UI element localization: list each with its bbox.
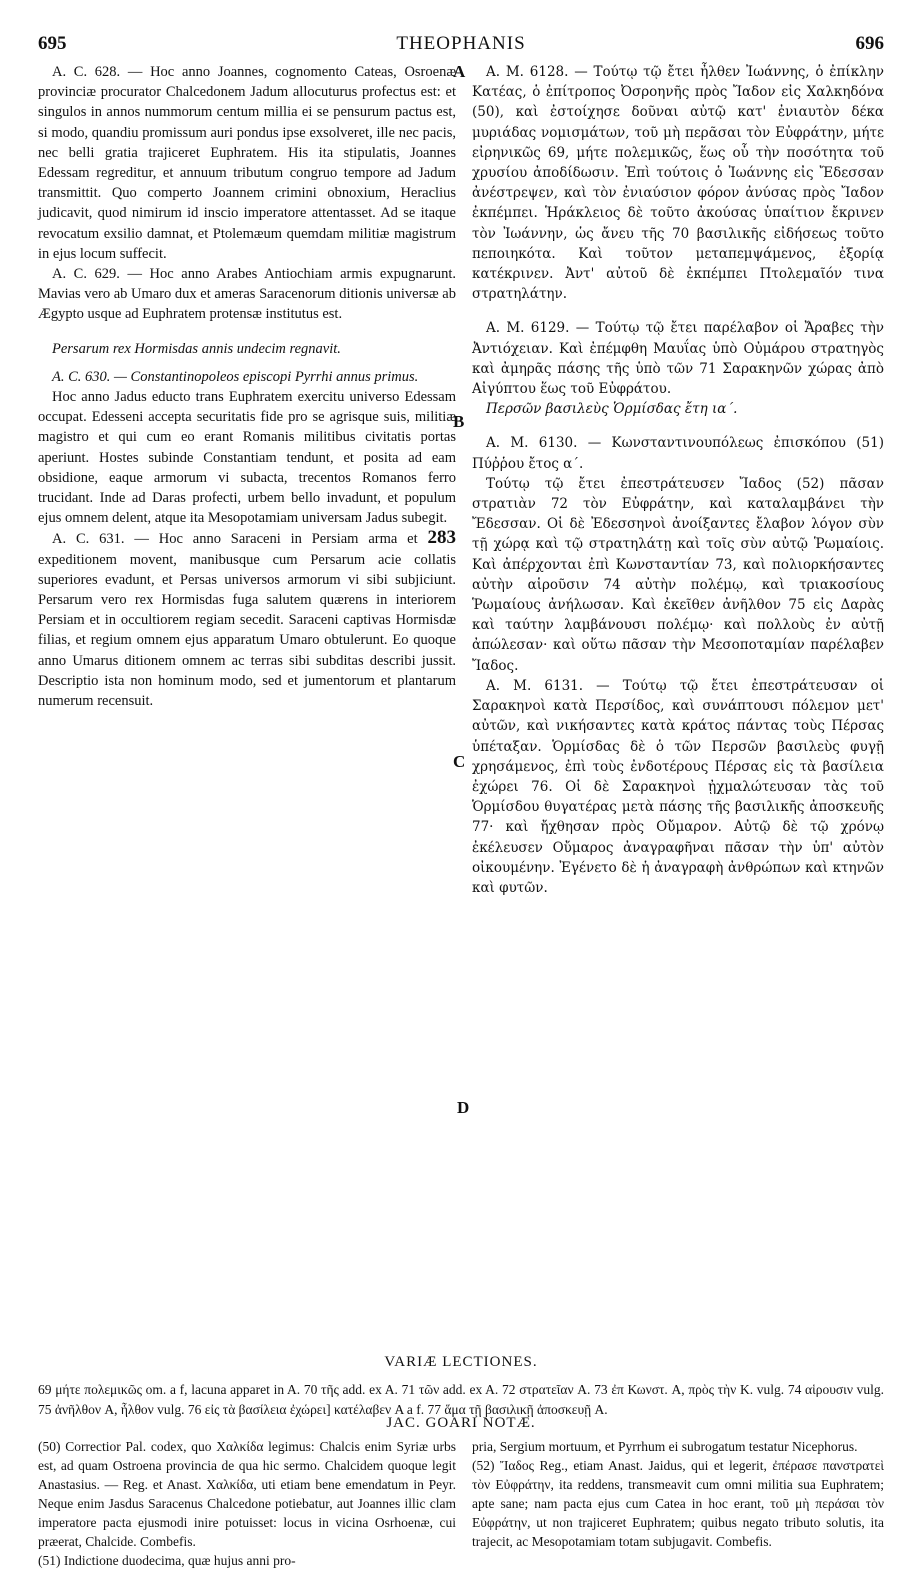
margin-letter-b: B <box>453 412 465 431</box>
notes-right-column <box>472 1437 884 1551</box>
notes-title: JAC. GOARI NOTÆ. <box>386 1415 536 1431</box>
latin-paragraph-631 <box>38 528 456 711</box>
greek-regnal-note: Περσῶν βασιλεὺς Ὁρμίσδας ἔτη ια΄. <box>486 401 738 418</box>
latin-paragraph-629: A. C. 629. — Hoc anno Arabes Antiochiam armis expugnarunt. Mavias vero ab Umaro dux et ameras Saracenorum ditionis universæ ab Ægypto usque ad Euphratem protensæ institutus est. <box>38 266 456 323</box>
note-52: (52) Ἴαδος Reg., etiam Anast. Jaidus, qui et legerit, ἐπέρασε πανστρατεὶ τὸν Εὐφράτην, ita reddens, transmeavit cum omni militia sua Euphratem; apte sane; nam pacta ejus cum Catea in hoc erant, τοῦ μὴ περάσαι τὸν Εὐφράτην, ut non trajiceret Euphratem; quibus negato tributo solutis, ita trajecit, ac Mesopotamiam totam subjugavit. Combefis. <box>472 1458 884 1549</box>
latin-regnal-note: Persarum rex Hormisdas annis undecim regnavit. <box>52 340 341 357</box>
page-number-left: 695 <box>38 33 67 54</box>
greek-paragraph-6128: A. M. 6128. — Τούτῳ τῷ ἔτει ἦλθεν Ἰωάννης, ὁ ἐπίκλην Κατέας, ὁ ἐπίτροπος Ὀσροηνῆς πρὸς Ἴαδον εἰς Χαλκηδόνα (50), καὶ ἐστοίχησε δοῦναι αὐτῷ κατ' ἐνιαυτὸν δέκα μυριάδας νομισμάτων, τοῦ μὴ περᾶσαι τὸν Εὐφράτην, μήτε εἰρηνικῶς 69, μήτε πολεμικῶς, ἕως οὗ τὴν ποσότητα τοῦ χρυσίου ἀποδίδωσιν. Ἐπὶ τούτοις ὁ Ἰωάννης εἰς Ἔδεσσαν ἀνέστρεψεν, καὶ τὸν ἐνιαύσιον φόρον ἀνύσας πρὸς Ἴαδον ἐκπέμπει. Ἡράκλειος δὲ τοῦτο ἀκούσας ὑπαίτιον ἔκρινεν τὸν Ἰωάννην, ὡς ἄνευ τῆς 70 βασιλικῆς εἰδήσεως τοῦτο πεποιηκότα. Καὶ τοῦτον μεταπεμψάμενος, ἐξορίᾳ κατέκρινεν. Ἀντ' αὐτοῦ δὲ ἐκπέμπει Πτολεμαῖόν τινα στρατηλάτην. <box>472 64 884 303</box>
latin-paragraph-630: Hoc anno Jadus educto trans Euphratem exercitu universo Edessam occupat. Edesseni accepta securitatis fide pro se agrisque suis, militiæ magistro et qui cum eo erant Romanis militibus civitatis portas aperiunt. Hostes subinde Constantiam tendunt, et posita ad eam obsidione, eaque armorum vi subacta, trecentos Romanos ferro trucidant. Inde ad Daras profecti, urbem bello invadunt, et populum ejus omnem delent, atque ita Mesopotamiam universam Jadus subegit. <box>38 389 456 527</box>
latin-paragraph-628: A. C. 628. — Hoc anno Joannes, cognomento Cateas, Osroenæ provinciæ procurator Chalcedonem Jadum allocuturus profectus est: et singulos in annos nummorum centum millia ei se pensurum pactus est, si modo, quandiu promissum auri pondus ipse exsolveret, ille nec pacis, nec belli gratia trajiceret Euphratem. His ita stipulatis, Joannes Edessam regreditur, et annuum tributum congruo tempore ad Jadum transmittit. Quo comperto Joannem crimini obnoxium, Heraclius judicavit, quod nimirum id inscio imperatore attentasset. Ad se itaque revocatum exsilio damnat, et Ptolemæum quemdam militiæ magistrum in ejus locum suffecit. <box>38 64 456 262</box>
latin-paragraph-631-start: A. C. 631. — Hoc anno Saraceni in Persiam arma et <box>52 531 418 548</box>
latin-column <box>38 62 456 711</box>
variae-lectiones-title: VARIÆ LECTIONES. <box>384 1354 538 1370</box>
margin-letter-a: A <box>453 62 466 81</box>
edition-page-number: 283 <box>427 527 457 549</box>
variae-lectiones-text: 69 μήτε πολεμικῶς om. a f, lacuna apparet in A. 70 τῆς add. ex A. 71 τῶν add. ex A. 72 στρατεῖαν A. 73 ἐπ Κωνστ. A, πρὸς τὴν K. vulg. 74 αἱρουσιν vulg. 75 ἀνῆλθον A, ἦλθον vulg. 76 εἰς τὰ βασίλεια ἐχώρει] κατέλαβεν A a f. 77 ἅμα τῇ βασιλικῇ ἀποσκευῇ A. <box>38 1382 884 1417</box>
latin-paragraph-630-heading: A. C. 630. — Constantinopoleos episcopi Pyrrhi annus primus. <box>52 368 419 385</box>
greek-paragraph-6129: A. M. 6129. — Τούτῳ τῷ ἔτει παρέλαβον οἱ Ἄραβες τὴν Ἀντιόχειαν. Καὶ ἐπέμφθη Μαυΐας ὑπὸ Οὐμάρου στρατηγὸς καὶ ἀμηρᾶς πάσης τῆς ὑπὸ τῶν 71 Σαρακηνῶν χώρας ἀπὸ Αἰγύπτου ἕως τοῦ Εὐφράτου. <box>472 320 884 398</box>
latin-paragraph-631-rest: expeditionem movent, manibusque cum Persarum acie collatis superiores evadunt, et Persas universos armorum vi sibi subjiciunt. Persarum vero rex Hormisdas fuga salutem quærens in interiorem Persiam et in occultiorem regiam secedit. Saraceni captivas Hormisdæ filias, et regium omnem ejus apparatum Umaro obtulerunt. Eo quoque anno Umarus ditionem omnem ac terras sibi subditas describi jussit. Descriptio ista non hominum modo, sed et jumentorum et plantarum numerum recensuit. <box>38 551 456 710</box>
greek-column <box>472 62 884 898</box>
running-head <box>38 33 884 59</box>
page-number-right: 696 <box>855 33 884 54</box>
note-51: (51) Indictione duodecima, quæ hujus anni pro- <box>38 1553 296 1568</box>
note-51-continued: pria, Sergium mortuum, et Pyrrhum ei subrogatum testatur Nicephorus. <box>472 1439 858 1454</box>
margin-letter-c: C <box>453 752 466 771</box>
greek-paragraph-6131: A. M. 6131. — Τούτῳ τῷ ἔτει ἐπεστράτευσαν οἱ Σαρακηνοὶ κατὰ Περσίδος, καὶ συνάπτουσι πόλεμον μετ' αὐτῶν, καὶ νικήσαντες κατὰ κράτος πάντας τοὺς Πέρσας ὑπέταξαν. Ὁρμίσδας δὲ ὁ τῶν Περσῶν βασιλεὺς φυγῇ χρησάμενος, ἐπὶ τοὺς ἐνδοτέρους Πέρσας εἰς τὰ βασίλεια ἐχώρει 76. Οἱ δὲ Σαρακηνοὶ ᾐχμαλώτευσαν τὰς τοῦ Ὁρμίσδου θυγατέρας μετὰ πάσης τῆς βασιλικῆς ἀποσκευῆς 77· καὶ ἤχθησαν πρὸς Οὔμαρον. Αὐτῷ δὲ τῷ χρόνῳ ἐκέλευσεν Οὔμαρος ἀναγραφῆναι πᾶσαν τὴν ὑπ' αὐτὸν οἰκουμένην. Ἐγένετο δὲ ἡ ἀναγραφὴ ἀνθρώπων καὶ κτηνῶν καὶ φυτῶν. <box>472 677 884 896</box>
greek-paragraph-6130-heading: A. M. 6130. — Κωνσταντινουπόλεως ἐπισκόπου (51) Πύῤῥου ἔτος α΄. <box>472 435 884 472</box>
margin-letter-d: D <box>457 1098 470 1117</box>
note-50: (50) Correctior Pal. codex, quo Χαλκίδα legimus: Chalcis enim Syriæ urbs est, ad quam Ostroena provincia de qua hic sermo. Chalcidem quoque legit Anastasius. — Reg. et Anast. Χαλκίδα, uti etiam bene emendatum in Peyr. Neque enim Jasdus Saracenus Chalcedone potiebatur, aut Joannes illic clam imperatore pacta ejusmodi inire potuisset: locus in vicina Osrhoenæ, cui præerat, Chalcide. Combefis. <box>38 1439 456 1549</box>
greek-paragraph-6130: Τούτῳ τῷ ἔτει ἐπεστράτευσεν Ἴαδος (52) πᾶσαν στρατιὰν 72 τὸν Εὐφράτην, καὶ καταλαμβάνει τὴν Ἔδεσσαν. Οἱ δὲ Ἐδεσσηνοὶ ἀνοίξαντες ἔλαβον λόγον σὺν τῇ χώρᾳ καὶ τῷ στρατηλάτῃ καὶ τοῖς σὺν αὐτῷ Ῥωμαίοις. Καὶ ἀπέρχονται ἐπὶ Κωνσταντίαν 73, καὶ πολιορκήσαντες αὐτὴν αἱροῦσιν 74 αὐτὴν πολέμῳ, καὶ τριακοσίους Ῥωμαίους ἀνήλωσαν. Καὶ ἐκεῖθεν ἀνῆλθον 75 εἰς Δαρὰς καὶ ταύτην λαμβάνουσι πολέμῳ· καὶ πολλοὺς ἐν αὐτῇ ἀπώλεσαν· καὶ οὕτω πᾶσαν τὴν Μεσοποταμίαν παρέλαβεν Ἴαδος. <box>472 475 884 674</box>
running-title: THEOPHANIS <box>396 33 526 54</box>
notes-left-column <box>38 1437 456 1570</box>
